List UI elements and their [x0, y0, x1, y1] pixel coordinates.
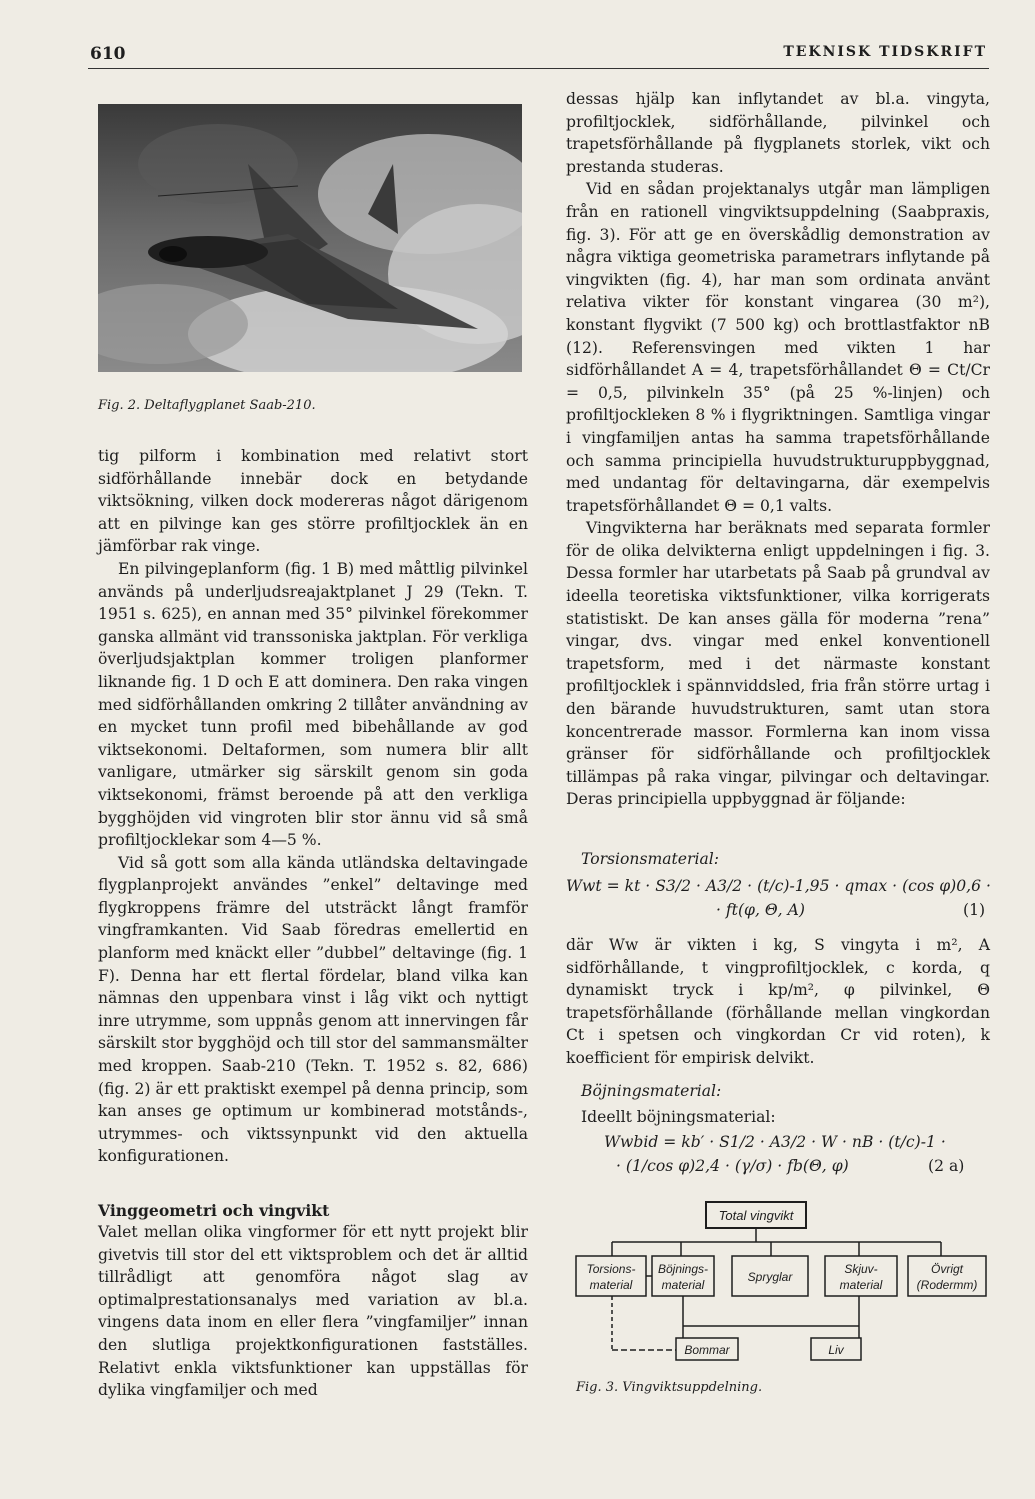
weight-breakdown-diagram [566, 1200, 996, 1372]
paragraph: Vid så gott som alla kända utländska deltavingade flygplanprojekt användes ”enkel” deltavinge med flygkroppens främre del utsträckt långt framför vingframkanten. Vid Saab föredras emellertid en planform med knäckt eller ”dubbel” deltavinge (fig. 1 F). Denna har ett flertal fördelar, bland vilka kan nämnas den uppenbara vinst i låg vikt och nyttigt inre utrymme, som uppnås genom att innervingen får särskilt stor bygghöjd och till stor del sammansmälter med kroppen. Saab-210 (Tekn. T. 1952 s. 82, 686) (fig. 2) är ett praktiskt exempel på denna princip, som kan anses ge optimum ur kombinerad motstånds-, utrymmes- och viktssynpunkt vid den aktuella konfigurationen. [98, 853, 528, 1166]
paragraph: dessas hjälp kan inflytandet av bl.a. vingyta, profiltjocklek, sidförhållande, pilvinkel och trapetsförhållande på flygplanets storlek, vikt och prestanda studeras. [566, 90, 990, 176]
page-number: 610 [90, 44, 126, 64]
formula-1-line-2: · ft(φ, Θ, A) [716, 901, 805, 919]
torsion-heading: Torsionsmaterial: [581, 850, 720, 868]
definitions [566, 934, 990, 1070]
section-heading: Vinggeometri och vingvikt [98, 1201, 330, 1220]
paragraph: Valet mellan olika vingformer för ett nytt projekt blir givetvis till stor del ett viktsproblem och det är alltid tillrådligt att genomföra något slag av optimalprestationsanalys med variation av bl.a. vingens data inom en eller flera ”vingfamiljer” innan den slutliga projektkonfigurationen fastställes. Relativt enkla viktsfunktioner kan uppställas för dylika vingfamiljer och med [98, 1223, 528, 1400]
figure2-caption: Fig. 2. Deltaflygplanet Saab-210. [98, 398, 316, 413]
diagram-label-other-1: Övrigt [930, 1262, 964, 1276]
bending-intro-block [581, 1106, 981, 1129]
diagram-label-bending-2: material [661, 1278, 705, 1292]
right-column [566, 88, 990, 811]
formula-1-number: (1) [963, 901, 986, 919]
bending-intro: Ideellt böjningsmaterial: [581, 1108, 776, 1126]
paragraph: där Ww är vikten i kg, S vingyta i m², A sidförhållande, t vingprofiltjocklek, c korda, q dynamiskt tryck i kp/m², φ pilvinkel, Θ trapetsförhållande (förhållande mellan vingkordan Ct i spetsen och vingkordan Cr vid roten), k koefficient för empirisk delvikt. [566, 936, 990, 1067]
bending-heading: Böjningsmaterial: [581, 1082, 722, 1100]
diagram-label-spars: Bommar [684, 1343, 730, 1357]
formula-2-line-2: · (1/cos φ)2,4 · (γ/σ) · fb(Θ, φ) [616, 1157, 849, 1175]
left-column-section [98, 1221, 528, 1402]
diagram-label-torsion-2: material [589, 1278, 633, 1292]
diagram-label-shear-1: Skjuv- [844, 1262, 878, 1276]
paragraph: En pilvingeplanform (fig. 1 B) med måttlig pilvinkel används på underljudsreajaktplanet J 29 (Tekn. T. 1951 s. 625), en annan med 35° pilvinkel förekommer ganska allmänt vid transsoniska jaktplan. För verkliga överljudsjaktplan kommer troligen planformer liknande fig. 1 D och E att dominera. Den raka vingen med sidförhållanden omkring 2 tillåter användning av en mycket tunn profil med bibehållande av god viktsekonomi. Deltaformen, som numera blir allt vanligare, utmärker sig särskilt genom sin goda viktsekonomi, främst beroende på att den verkliga bygghöjden vid vingroten blir stor ännu vid så små profiltjocklekar som 4—5 %. [98, 559, 528, 850]
aircraft-photo [98, 104, 522, 372]
diagram-root-label: Total vingvikt [718, 1208, 794, 1223]
figure3-caption: Fig. 3. Vingviktsuppdelning. [576, 1380, 763, 1395]
diagram-label-other-2: (Rodermm) [916, 1278, 978, 1292]
diagram-label-webs: Liv [828, 1343, 844, 1357]
diagram-label-torsion-1: Torsions- [586, 1262, 636, 1276]
formula-1-line-1: Wwt = kt · S3/2 · A3/2 · (t/c)-1,95 · qmax · (cos φ)0,6 · [566, 877, 991, 895]
paragraph: tig pilform i kombination med relativt stort sidförhållande innebär dock en betydande viktsökning, vilken dock modereras något därigenom att en pilvinge kan ges större profiltjocklek än en jämförbar rak vinge. [98, 447, 528, 556]
formula-2-line-1: Wwbid = kb′ · S1/2 · A3/2 · W · nB · (t/c)-1 · [604, 1133, 946, 1151]
diagram-label-bending-1: Böjnings- [657, 1262, 709, 1276]
diagram-label-ribs: Spryglar [747, 1270, 793, 1284]
journal-title: TEKNISK TIDSKRIFT [783, 44, 987, 60]
paragraph: Vid en sådan projektanalys utgår man lämpligen från en rationell vingviktsuppdelning (Saabpraxis, fig. 3). För att ge en överskådlig demonstration av några viktiga geometriska parametrars inflytande på vingvikten (fig. 4), har man som ordinata använt relativa vikter för konstant vingarea (30 m²), konstant flygvikt (7 500 kg) och brottlastfaktor nB (12). Referensvingen med vikten 1 har sidförhållandet A = 4, trapetsförhållandet Θ = Ct/Cr = 0,5, pilvinkeln 35° (på 25 %-linjen) och profiltjockleken 8 % i flygriktningen. Samtliga vingar i vingfamiljen antas ha samma trapetsförhållande och samma principiella huvudstrukturuppbyggnad, med undantag för deltavingarna, där exempelvis trapetsförhållandet Θ = 0,1 valts. [566, 180, 990, 515]
diagram-label-shear-2: material [839, 1278, 883, 1292]
paragraph: Vingvikterna har beräknats med separata formler för de olika delvikterna enligt uppdelningen i fig. 3. Dessa formler har utarbetats på Saab på grundval av ideella teoretiska viktsfunktioner, vilka korrigerats statistiskt. De kan anses gälla för moderna ”rena” vingar, dvs. vingar med enkel konventionell trapetsform, med i det närmaste konstant profiltjocklek i spännviddsled, fria från större urtag i den bärande huvudstrukturen, samt utan stora koncentrerade massor. Formlerna kan inom vissa gränser för sidförhållande och profiltjocklek tillämpas på raka vingar, pilvingar och deltavingar. Deras principiella uppbyggnad är följande: [566, 519, 990, 809]
formula-2-number: (2 a) [928, 1157, 965, 1175]
left-column [98, 445, 528, 1168]
header-rule [88, 68, 989, 69]
